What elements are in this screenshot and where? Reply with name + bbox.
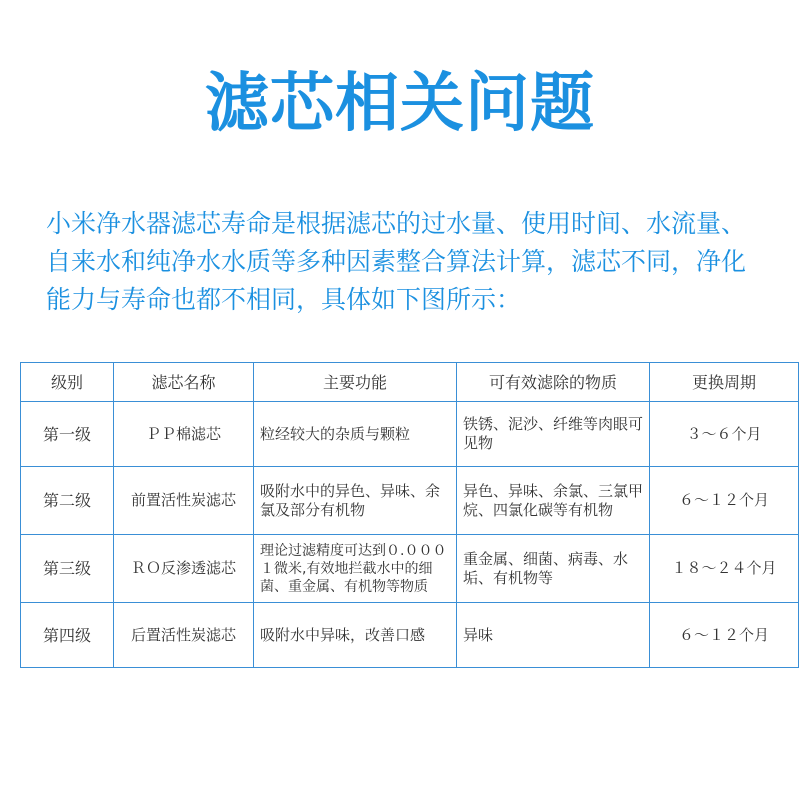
header-filter-name: 滤芯名称 (114, 363, 254, 402)
intro-line-2: 自来水和纯净水水质等多种因素整合算法计算，滤芯不同，净化 (46, 247, 747, 276)
table-row (21, 535, 799, 603)
table-row (21, 603, 799, 668)
cell-function: 吸附水中的异色、异味、余氯及部分有机物 (254, 467, 457, 535)
cell-substances: 异味 (457, 603, 650, 668)
header-function: 主要功能 (254, 363, 457, 402)
header-substances: 可有效滤除的物质 (457, 363, 650, 402)
cell-function: 吸附水中异味，改善口感 (254, 603, 457, 668)
cell-substances: 异色、异味、余氯、三氯甲烷、四氯化碳等有机物 (457, 467, 650, 535)
cell-filter-name: 前置活性炭滤芯 (114, 467, 254, 535)
cell-level: 第一级 (21, 402, 114, 467)
cell-level: 第四级 (21, 603, 114, 668)
cell-level: 第三级 (21, 535, 114, 603)
cell-filter-name: 后置活性炭滤芯 (114, 603, 254, 668)
cell-function: 粒经较大的杂质与颗粒 (254, 402, 457, 467)
cell-substances: 铁锈、泥沙、纤维等肉眼可见物 (457, 402, 650, 467)
table-header-row (21, 363, 799, 402)
table-row (21, 467, 799, 535)
page-title: 滤芯相关问题 (205, 67, 595, 141)
cell-level: 第二级 (21, 467, 114, 535)
cell-cycle: ６～１２个月 (650, 603, 799, 668)
cell-cycle: ６～１２个月 (650, 467, 799, 535)
cell-filter-name: ＲＯ反渗透滤芯 (114, 535, 254, 603)
cell-substances: 重金属、细菌、病毒、水垢、有机物等 (457, 535, 650, 603)
header-level: 级别 (21, 363, 114, 402)
intro-line-1: 小米净水器滤芯寿命是根据滤芯的过水量、使用时间、水流量、 (46, 209, 747, 238)
intro-line-3: 能力与寿命也都不相同，具体如下图所示： (46, 285, 522, 314)
intro-paragraph (46, 205, 766, 319)
cell-cycle: １８～２４个月 (650, 535, 799, 603)
cell-filter-name: ＰＰ棉滤芯 (114, 402, 254, 467)
filter-table (20, 362, 799, 668)
cell-function: 理论过滤精度可达到０.０００１微米,有效地拦截水中的细菌、重金属、有机物等物质 (254, 535, 457, 603)
cell-cycle: ３～６个月 (650, 402, 799, 467)
table-row (21, 402, 799, 467)
header-cycle: 更换周期 (650, 363, 799, 402)
